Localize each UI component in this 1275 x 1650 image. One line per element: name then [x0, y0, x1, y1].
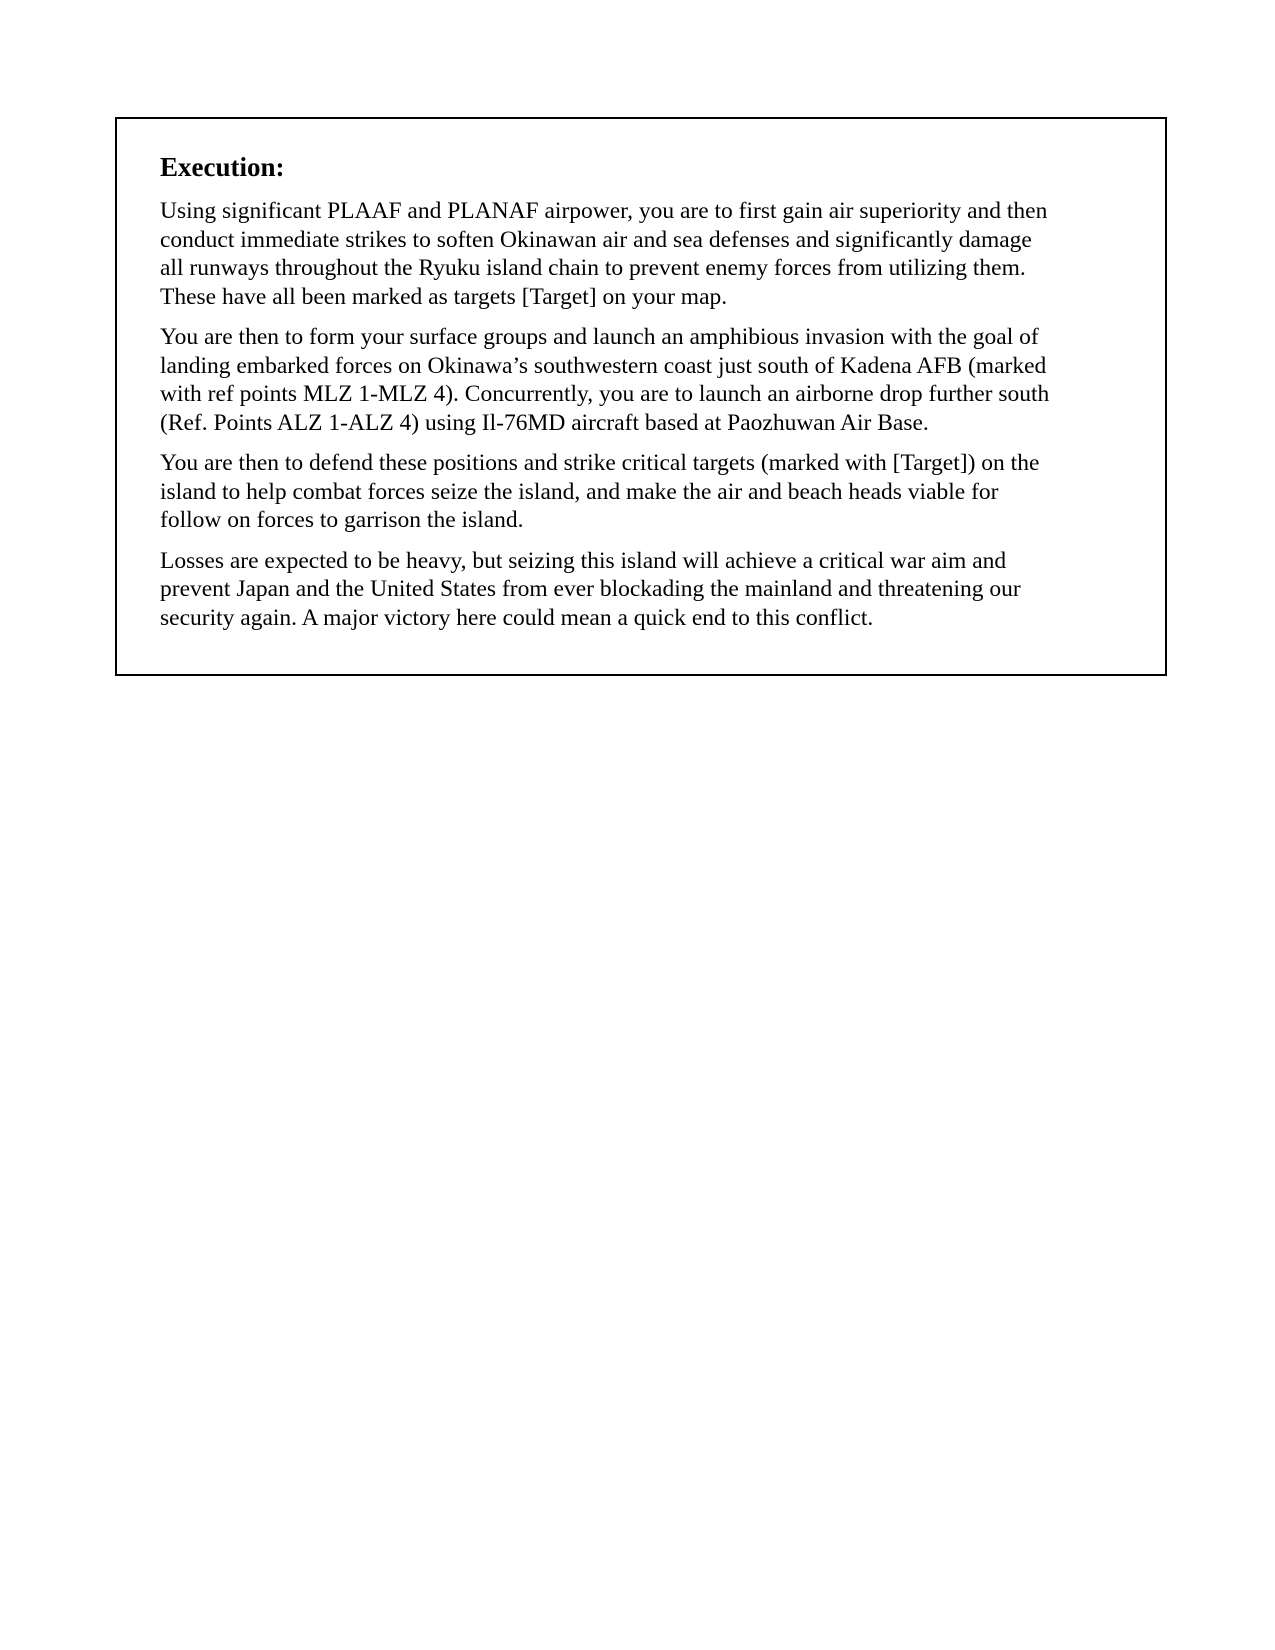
paragraph-line: landing embarked forces on Okinawa’s southwestern coast just south of Kadena AFB (marked [160, 352, 1047, 379]
paragraph-invasion [160, 323, 1125, 437]
paragraph-line: conduct immediate strikes to soften Okinawan air and sea defenses and significantly damage [160, 226, 1032, 253]
paragraph-line: with ref points MLZ 1-MLZ 4). Concurrently, you are to launch an airborne drop further south [160, 381, 1050, 407]
paragraph-airpower [160, 197, 1125, 311]
paragraph-line: These have all been marked as targets [Target] on your map. [160, 283, 728, 310]
paragraph-line: You are then to defend these positions and strike critical targets (marked with [Target]) on the [160, 450, 1040, 476]
paragraph-line: security again. A major victory here could mean a quick end to this conflict. [160, 604, 874, 631]
paragraph-line: Losses are expected to be heavy, but seizing this island will achieve a critical war aim and [160, 547, 1007, 574]
paragraph-line: prevent Japan and the United States from ever blockading the mainland and threatening our [160, 576, 1021, 602]
paragraph-line: (Ref. Points ALZ 1-ALZ 4) using Il-76MD aircraft based at Paozhuwan Air Base. [160, 409, 929, 436]
paragraph-line: You are then to form your surface groups and launch an amphibious invasion with the goal of [160, 324, 1039, 350]
paragraph-line: all runways throughout the Ryuku island chain to prevent enemy forces from utilizing them. [160, 255, 1026, 281]
execution-briefing-box [115, 117, 1167, 676]
paragraph-line: follow on forces to garrison the island. [160, 507, 524, 533]
paragraph-line: island to help combat forces seize the island, and make the air and beach heads viable for [160, 478, 999, 505]
paragraph-defend [160, 449, 1125, 535]
section-heading: Execution: [160, 152, 285, 182]
paragraph-line: Using significant PLAAF and PLANAF airpower, you are to first gain air superiority and then [160, 198, 1048, 224]
paragraph-losses [160, 547, 1125, 633]
